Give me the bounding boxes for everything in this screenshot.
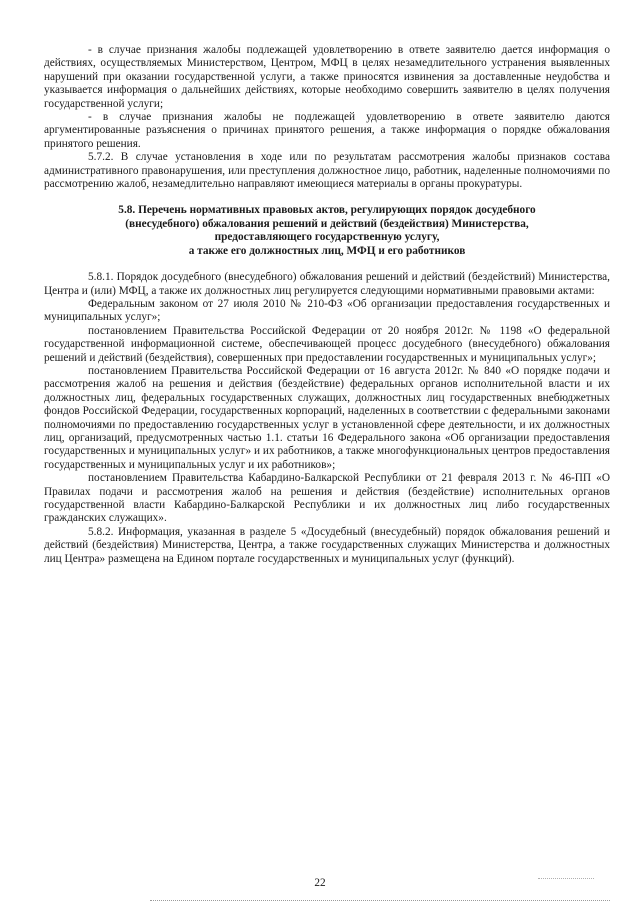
paragraph: 5.8.1. Порядок досудебного (внесудебного) обжалования решений и действий (бездействий) Министерства, Центра и (или) МФЦ, а также их должностных лиц регулируется следующими нормативными правовыми актами: — [44, 271, 610, 297]
heading-line: (внесудебного) обжалования решений и действий (бездействия) Министерства, — [125, 217, 529, 230]
heading-line: а также его должностных лиц, МФЦ и его работников — [188, 244, 466, 257]
paragraph: постановлением Правительства Кабардино-Балкарской Республики от 21 февраля 2013 г. № 46-ПП «О Правилах подачи и рассмотрения жалоб на решения и действия (бездействие) исполнительных органов государственной власти Кабардино-Балкарской Республики и их должностных лиц либо государственных гражданских служащих». — [44, 472, 610, 525]
body-text-bottom — [44, 271, 610, 566]
heading-line: 5.8. Перечень нормативных правовых актов, регулирующих порядок досудебного — [118, 204, 536, 217]
heading-line: предоставляющего государственную услугу, — [214, 231, 440, 244]
paragraph: постановлением Правительства Российской Федерации от 20 ноября 2012г. № 1198 «О федеральной государственной информационной системе, обеспечивающей процесс досудебного (внесудебного) обжалования решений и действий (бездействия), совершенных при предоставлении государственных и муниципальных услуг»; — [44, 324, 610, 364]
paragraph: 5.8.2. Информация, указанная в разделе 5 «Досудебный (внесудебный) порядок обжалования решений и действий (бездействия) Министерства, Центра, а также государственных служащих Министерства и должностных лиц Центра» размещена на Едином портале государственных и муниципальных услуг (функций). — [44, 525, 610, 565]
scan-mark — [538, 878, 594, 879]
paragraph: 5.7.2. В случае установления в ходе или по результатам рассмотрения жалобы признаков состава административного правонарушения, или преступления должностное лицо, работник, наделенные полномочиями по рассмотрению жалоб, незамедлительно направляют имеющиеся материалы в органы прокуратуры. — [44, 151, 610, 191]
paragraph: Федеральным законом от 27 июля 2010 № 210-ФЗ «Об организации предоставления государственных и муниципальных услуг»; — [44, 297, 610, 324]
body-text-top — [44, 44, 610, 191]
paragraph: - в случае признания жалобы не подлежащей удовлетворению в ответе заявителю даются аргументированные разъяснения о причинах принятого решения, а также информация о порядке обжалования принятого решения. — [44, 111, 610, 150]
section-heading — [64, 204, 590, 258]
footer-divider — [150, 900, 610, 901]
paragraph: - в случае признания жалобы подлежащей удовлетворению в ответе заявителю дается информация о действиях, осуществляемых Министерством, Центром, МФЦ в целях незамедлительного устранения выявленных нарушений при оказании государственной услуги, а также приносятся извинения за доставленные неудобства и указывается информация о дальнейших действиях, которые необходимо совершить заявителю в целях получения государственной услуги; — [44, 44, 610, 110]
page-number: 22 — [314, 877, 326, 889]
paragraph: постановлением Правительства Российской Федерации от 16 августа 2012г. № 840 «О порядке подачи и рассмотрения жалоб на решения и действия (бездействие) федеральных органов исполнительной власти и их должностных лиц, федеральных государственных служащих, должностных лиц государственных внебюджетных фондов Российской Федерации, государственных корпораций, наделенных в соответствии с федеральными законами полномочиями по предоставлению государственных услуг в установленной сфере деятельности, и их должностных лиц, организаций, предусмотренных частью 1.1. статьи 16 Федерального закона «Об организации предоставления государственных и муниципальных услуг» и их работников, а также многофункциональных центров предоставления государственных и муниципальных услуг и их работников»; — [44, 364, 610, 471]
